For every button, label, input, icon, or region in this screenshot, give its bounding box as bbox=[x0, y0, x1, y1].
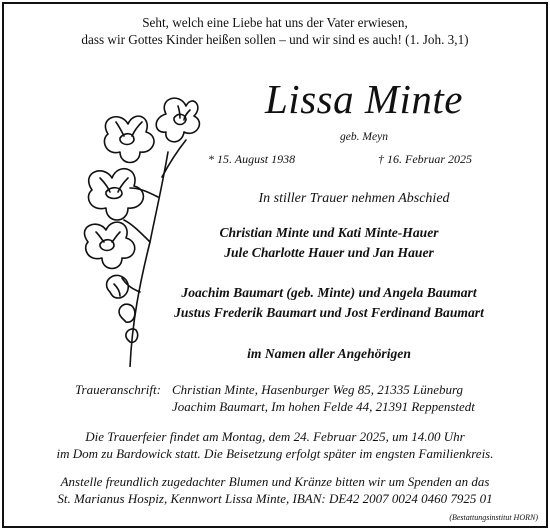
orchid-bloom-top bbox=[156, 98, 199, 142]
orchid-bloom-middle bbox=[88, 169, 143, 220]
orchid-bud-1 bbox=[107, 275, 129, 298]
family-closing: im Namen aller Angehörigen bbox=[247, 346, 411, 361]
family-line: Joachim Baumart (geb. Minte) und Angela Baumart bbox=[181, 285, 477, 300]
ceremony-info bbox=[4, 428, 546, 462]
family-line: Christian Minte und Kati Minte-Hauer bbox=[219, 225, 439, 240]
family-group-1 bbox=[154, 223, 504, 263]
undertaker-credit: (Bestattungsinstitut HORN) bbox=[449, 513, 538, 522]
verse-line-2: dass wir Gottes Kinder heißen sollen – und wir sind es auch! (1. Joh. 3,1) bbox=[81, 32, 469, 47]
death-date: † 16. Februar 2025 bbox=[378, 152, 472, 166]
birth-date: * 15. August 1938 bbox=[208, 152, 296, 166]
deceased-name: Lissa Minte bbox=[265, 76, 463, 122]
family-group-2 bbox=[154, 283, 504, 323]
ceremony-line-1: Die Trauerfeier findet am Montag, dem 24. Februar 2025, um 14.00 Uhr bbox=[85, 429, 465, 444]
mourning-line: In stiller Trauer nehmen Abschied bbox=[258, 191, 450, 206]
orchid-bloom-upper-left bbox=[104, 116, 154, 162]
address-line-2: Joachim Baumart, Im hohen Felde 44, 21391 Reppenstedt bbox=[172, 399, 475, 414]
family-line: Jule Charlotte Hauer und Jan Hauer bbox=[224, 245, 434, 260]
bible-verse bbox=[4, 14, 546, 48]
ceremony-line-2: im Dom zu Bardowick statt. Die Beisetzung erfolgt später im engsten Familienkreis. bbox=[56, 446, 494, 461]
orchid-bud-2 bbox=[119, 304, 135, 322]
address-lines bbox=[172, 381, 475, 415]
family-line: Justus Frederik Baumart und Jost Ferdinand Baumart bbox=[174, 305, 484, 320]
address-label: Traueranschrift: bbox=[75, 382, 161, 397]
donation-info bbox=[4, 473, 546, 507]
donation-line-2: St. Marianus Hospiz, Kennwort Lissa Minte, IBAN: DE42 2007 0024 0460 7925 01 bbox=[57, 491, 493, 506]
verse-line-1: Seht, welch eine Liebe hat uns der Vater erwiesen, bbox=[142, 15, 408, 30]
maiden-name: geb. Meyn bbox=[340, 131, 388, 143]
address-line-1: Christian Minte, Hasenburger Weg 85, 21335 Lüneburg bbox=[172, 382, 464, 397]
obituary-notice bbox=[2, 2, 548, 528]
donation-line-1: Anstelle freundlich zugedachter Blumen und Kränze bitten wir um Spenden an das bbox=[60, 474, 490, 489]
orchid-bloom-lower bbox=[84, 222, 134, 268]
